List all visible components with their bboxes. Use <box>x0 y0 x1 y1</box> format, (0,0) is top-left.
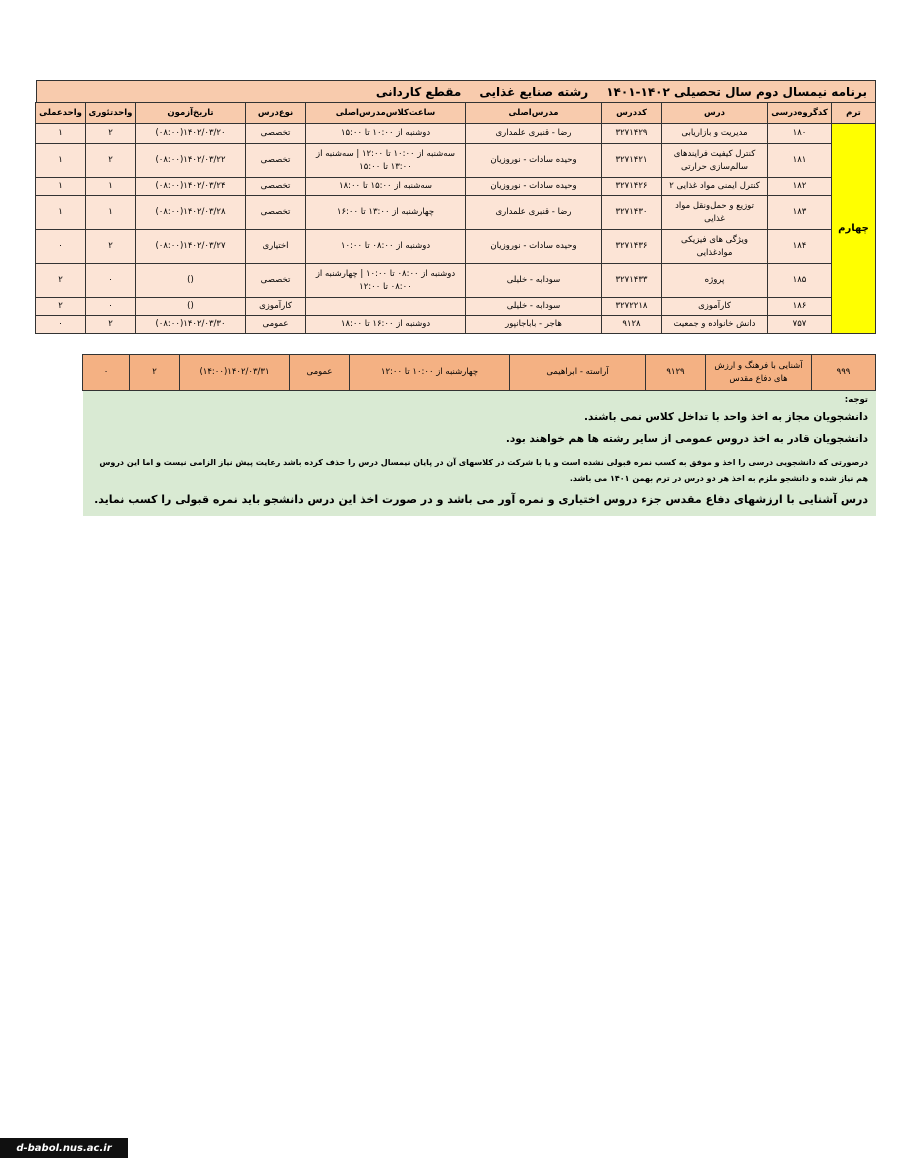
note-prerequisite: درصورتی که دانشجویی درسی را اخذ و موفق به کسب نمره قبولی نشده است و یا با شرکت در کلاسهای آن در پایان نیمسال درس را حذف کرده باشد رعایت پیش نیاز الزامی نیست و اما این دروس هم نیاز شده و دانشجو ملزم به اخذ هر دو درس در ترم بهمن ۱۴۰۱ می باشد. <box>99 458 868 483</box>
cell-type: تخصصی <box>246 264 306 298</box>
cell-theory: ۱ <box>86 196 136 230</box>
cell-exam: () <box>136 298 246 316</box>
cell-exam: ۱۴۰۲/۰۳/۲۰(۰۸:۰۰) <box>136 124 246 144</box>
cell-time: دوشنبه از ۱۶:۰۰ تا ۱۸:۰۰ <box>306 316 466 334</box>
table-row <box>36 124 876 144</box>
note-overlap: دانشجویان مجاز به اخذ واحد با تداخل کلاس نمی باشند. <box>583 411 868 423</box>
cell-theory: ۲ <box>86 124 136 144</box>
schedule-sheet <box>36 80 876 516</box>
cell-group: ۷۵۷ <box>768 316 832 334</box>
cell-practical: ۰ <box>36 316 86 334</box>
cell-theory: ۰ <box>86 298 136 316</box>
cell-group: ۱۸۰ <box>768 124 832 144</box>
cell-type: تخصصی <box>246 144 306 178</box>
cell-exam: ۱۴۰۲/۰۳/۲۴(۰۸:۰۰) <box>136 178 246 196</box>
cell-theory: ۲ <box>86 144 136 178</box>
cell-course: کارآموزی <box>662 298 768 316</box>
cell-teacher: آراسته - ابراهیمی <box>510 355 646 391</box>
cell-practical: ۰ <box>36 230 86 264</box>
cell-time: چهارشنبه از ۱۰:۰۰ تا ۱۲:۰۰ <box>350 355 510 391</box>
cell-time: دوشنبه از ۰۸:۰۰ تا ۱۰:۰۰ | چهارشنبه از ۰۸:۰۰ تا ۱۲:۰۰ <box>306 264 466 298</box>
cell-course: ویژگی های فیزیکی موادغذایی <box>662 230 768 264</box>
cell-code: ۳۲۷۱۴۲۹ <box>602 124 662 144</box>
cell-type: تخصصی <box>246 178 306 196</box>
header-exam-date: تاریخ‌آزمون <box>136 103 246 124</box>
cell-exam: () <box>136 264 246 298</box>
cell-type: اختیاری <box>246 230 306 264</box>
cell-type: عمومی <box>290 355 350 391</box>
cell-course: آشنایی با فرهنگ و ارزش های دفاع مقدس <box>706 355 812 391</box>
cell-time: سه‌شنبه از ۱۵:۰۰ تا ۱۸:۰۰ <box>306 178 466 196</box>
general-course-table <box>82 354 876 391</box>
cell-code: ۳۲۷۱۴۲۱ <box>602 144 662 178</box>
cell-type: تخصصی <box>246 124 306 144</box>
note-general-courses: دانشجویان قادر به اخذ دروس عمومی از سایر رشته ها هم خواهند بود. <box>505 433 868 445</box>
cell-course: پروژه <box>662 264 768 298</box>
cell-course: دانش خانواده و جمعیت <box>662 316 768 334</box>
cell-teacher: رضا - قنبری علمداری <box>466 196 602 230</box>
course-table <box>35 102 876 334</box>
notes-box <box>83 391 876 516</box>
cell-code: ۹۱۲۹ <box>646 355 706 391</box>
cell-teacher: هاجر - باباجانپور <box>466 316 602 334</box>
cell-practical: ۱ <box>36 178 86 196</box>
cell-exam: ۱۴۰۲/۰۳/۲۲(۰۸:۰۰) <box>136 144 246 178</box>
cell-group: ۱۸۱ <box>768 144 832 178</box>
cell-teacher: سودابه - خلیلی <box>466 264 602 298</box>
cell-practical: ۲ <box>36 264 86 298</box>
header-group-code: کدگروه‌درسی <box>768 103 832 124</box>
cell-theory: ۲ <box>86 316 136 334</box>
cell-teacher: رضا - قنبری علمداری <box>466 124 602 144</box>
cell-type: عمومی <box>246 316 306 334</box>
cell-time: چهارشنبه از ۱۳:۰۰ تا ۱۶:۰۰ <box>306 196 466 230</box>
cell-course: توزیع و حمل‌ونقل مواد غذایی <box>662 196 768 230</box>
note-defense-course: درس آشنایی با ارزشهای دفاع مقدس جزء دروس اختیاری و نمره آور می باشد و در صورت اخذ این درس دانشجو باید نمره قبولی را کسب نماید. <box>94 493 868 506</box>
table-row <box>36 230 876 264</box>
table-row <box>36 178 876 196</box>
notes-header: توجه: <box>844 395 868 405</box>
cell-theory: ۱ <box>86 178 136 196</box>
table-row <box>36 316 876 334</box>
title-main: برنامه نیمسال دوم سال تحصیلی ۱۴۰۲-۱۴۰۱ <box>606 84 867 99</box>
title-major: رشته صنایع غذایی <box>479 84 589 99</box>
cell-group: ۹۹۹ <box>812 355 876 391</box>
cell-type: کارآموزی <box>246 298 306 316</box>
cell-group: ۱۸۴ <box>768 230 832 264</box>
header-term: ترم <box>832 103 876 124</box>
cell-practical: ۰ <box>83 355 130 391</box>
cell-group: ۱۸۳ <box>768 196 832 230</box>
cell-course: کنترل ایمنی مواد غذایی ۲ <box>662 178 768 196</box>
cell-exam: ۱۴۰۲/۰۳/۳۱(۱۴:۰۰) <box>180 355 290 391</box>
cell-teacher: وحیده سادات - نوروزیان <box>466 144 602 178</box>
cell-exam: ۱۴۰۲/۰۳/۲۷(۰۸:۰۰) <box>136 230 246 264</box>
header-course-type: نوع‌درس <box>246 103 306 124</box>
cell-code: ۹۱۲۸ <box>602 316 662 334</box>
cell-time: سه‌شنبه از ۱۰:۰۰ تا ۱۲:۰۰ | سه‌شنبه از ۱۳:۰۰ تا ۱۵:۰۰ <box>306 144 466 178</box>
schedule-title <box>36 80 876 102</box>
table-header-row <box>36 103 876 124</box>
cell-group: ۱۸۶ <box>768 298 832 316</box>
cell-code: ۳۲۷۱۴۲۶ <box>602 178 662 196</box>
term-cell: چهارم <box>832 124 876 334</box>
cell-practical: ۲ <box>36 298 86 316</box>
cell-time <box>306 298 466 316</box>
cell-group: ۱۸۵ <box>768 264 832 298</box>
table-row <box>36 264 876 298</box>
cell-type: تخصصی <box>246 196 306 230</box>
title-level: مقطع کاردانی <box>375 84 462 99</box>
header-class-time: ساعت‌کلاس‌مدرس‌اصلی <box>306 103 466 124</box>
cell-code: ۳۲۷۱۴۳۰ <box>602 196 662 230</box>
cell-theory: ۰ <box>86 264 136 298</box>
header-course-code: کددرس <box>602 103 662 124</box>
cell-theory: ۲ <box>130 355 180 391</box>
cell-teacher: سودابه - خلیلی <box>466 298 602 316</box>
cell-teacher: وحیده سادات - نوروزیان <box>466 230 602 264</box>
cell-code: ۳۲۷۲۲۱۸ <box>602 298 662 316</box>
header-practical-units: واحدعملی <box>36 103 86 124</box>
table-row <box>36 196 876 230</box>
header-theory-units: واحدتئوری <box>86 103 136 124</box>
site-url-badge: d-babol.nus.ac.ir <box>0 1138 128 1158</box>
cell-exam: ۱۴۰۲/۰۳/۲۸(۰۸:۰۰) <box>136 196 246 230</box>
table-row <box>83 355 876 391</box>
cell-code: ۳۲۷۱۴۳۳ <box>602 264 662 298</box>
cell-course: مدیریت و بازاریابی <box>662 124 768 144</box>
header-teacher: مدرس‌اصلی <box>466 103 602 124</box>
table-row <box>36 144 876 178</box>
cell-exam: ۱۴۰۲/۰۳/۳۰(۰۸:۰۰) <box>136 316 246 334</box>
cell-practical: ۱ <box>36 124 86 144</box>
cell-group: ۱۸۲ <box>768 178 832 196</box>
cell-course: کنترل کیفیت فرایندهای سالم‌سازی حرارتی <box>662 144 768 178</box>
cell-time: دوشنبه از ۱۰:۰۰ تا ۱۵:۰۰ <box>306 124 466 144</box>
cell-theory: ۲ <box>86 230 136 264</box>
cell-practical: ۱ <box>36 144 86 178</box>
cell-teacher: وحیده سادات - نوروزیان <box>466 178 602 196</box>
cell-code: ۳۲۷۱۴۳۶ <box>602 230 662 264</box>
header-course: درس <box>662 103 768 124</box>
table-row <box>36 298 876 316</box>
cell-practical: ۱ <box>36 196 86 230</box>
cell-time: دوشنبه از ۰۸:۰۰ تا ۱۰:۰۰ <box>306 230 466 264</box>
